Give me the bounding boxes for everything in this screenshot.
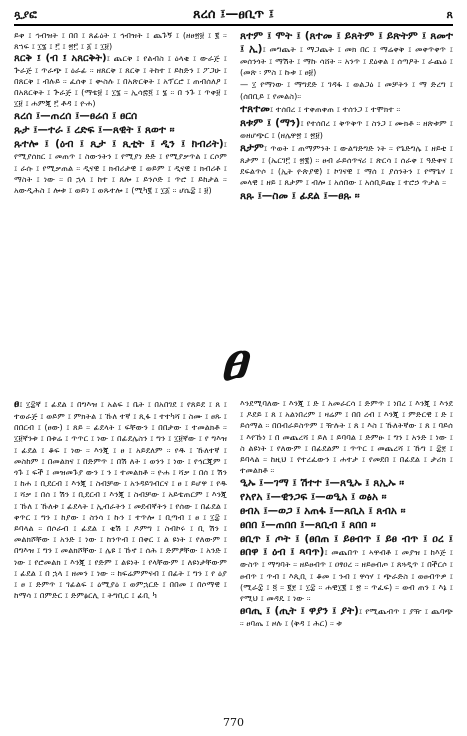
entry-headword: ጸተም ፤ ሞት ፤ (ጸተመ ፤ ይጸትም ፤ ይጽትም ፤ ጸመተ ፤ ኢ) <box>240 30 453 55</box>
entry <box>240 79 453 101</box>
entry <box>240 533 453 604</box>
column-top-left <box>14 30 227 322</box>
entry-headword: የአየአ ፤—ዊንጋፍ ፤—ወዒአ ፤ ወፅአ ። <box>240 491 387 504</box>
header-left-guideword: ጿያፎ <box>14 8 37 21</box>
entry-headword: ፀበበ ፤—ጠበበ ፤—ጸቢብ ፤ ጸበበ ። <box>240 519 376 532</box>
entry-headword: ጸጹ ፤—ስመ ፤ ፊደል ፤—ፀጹ ። <box>240 189 360 202</box>
column-bottom-right <box>240 398 453 710</box>
entry-headword: ጹታ ፤—ተራ ፤ ረድፍ ፤—ጸዊት ፤ ጸወተ ። <box>14 124 175 137</box>
entry-body: ፤ የሚጨብጥ ፤ ያዥ ፤ ጨባጭ ። ፀባጤ ፤ ዞሉ ፤ (ቅዳ ፤ ሕር) ። ቱ <box>240 606 453 629</box>
entry-headword: ፀቢጥ ፤ ጦት ፤ (ፀበጠ ፤ ይፀብጥ ፤ ይፀ ብጥ ፤ ዐረ ፤ ፀበዋ ፤ ዕብ ፤ ጻባጥ) <box>240 533 453 559</box>
column-bottom-left <box>14 398 227 710</box>
entry-body: — ፲ የማነው ፤ ማግደድ ፤ ገዳፋ ፤ ወልጋዕ ፤ መቻትን ፤ ማ ድረግ ፤ (ሰበቢይ ፤ የመልስ)። <box>240 79 453 101</box>
entry-headword: ጸረሰ ፤—ጠረሰ ፤—ፀሬሰ ፤ ፀርሰ <box>14 110 138 123</box>
entry <box>240 605 453 629</box>
entry-headword: ተጸተመ <box>240 102 270 115</box>
running-header <box>14 2 453 26</box>
entry <box>240 398 453 476</box>
entry-headword: ፀ <box>14 398 20 410</box>
entry-body: ፤ ፲፰ኛ ፤ ፊደል ፤ በግእዝ ፤ አልፍ ፤ ቤት ፤ በአበገደ ፤ የጸይደ ፤ ጸ ፤ ተወራጅ ፤ ወይም ፤ ምክትል ፤ ኹለ ተኛ ፤ ጺፋ ፤ ተተካሻ ፤ ስሙ ፤ ፀጹ ፤ በበርብ ፤ (ፀው) ፤ ጸይ ። ፊደላት ፤ ፍቸውን ፤ በበታው ፤ ተመልክቶ ። ፲፱ኛንቱ ፤ በቱሬ ፤ ጥጥር ፤ ነው ፤ በፊደሌስን ፤ ግን ፤ ፲፱ኛው ፤ የ ግእዝ ፤ ፊደል ፤ ቆፍ ፤ ነው ። እንጂ ፤ ፀ ፤ አይደለም ። የዱ ፤ ኹለተኛ ፤ መስከም ፤ በመልክና ፤ በድምጥ ፤ በሽ ለት ፤ ወንን ፤ ነው ፤ የኅርጂም ፤ ጎጉ ፤ ፍች ፤ መዝመጉያ ውን ፤ ን ፤ ተመልክቶ ። ዮሐ ፤ ሻቃ ፤ በሰ ፤ ሽን ፤ ከሐ ፤ ቢደርብ ፤ እንጂ ፤ ስብቻው ፤ አንዳይገብርና ፤ ፀ ፤ ይሆዋ ፤ የዱ ፤ ሻቃ ፤ በሰ ፤ ሽን ፤ ቢደርብ ፤ እንጂ ፤ ስብቻው ፤ አይቴጠርም ፤ እንጂ ፤ ኹለ ፤ ኹለቱ ፤ ፊደላት ፤ ኢብራትን ፤ መደብኛትን ፤ የሰው ፤ በፊደል ፤ ቀጥር ፤ ግን ፤ ከያው ፤ ስንሳ ፤ ኩን ፤ ተጥሎ ፤ ቢጣብ ፤ ፀ ፤ ፲፰ ፤ ይባላል ። በሶራብ ፤ ፊደል ፤ ቂሽ ፤ ዶምግ ፤ ስብኮሩ ፤ ቢ ሽን ፤ መልክሾቸው ፤ አንድ ፤ ነው ፤ ከንጥብ ፤ በቀር ፤ ል ዩነት ፤ የለውም ፤ በግእዝ ፤ ግን ፤ መልክሾቸው ፤ ሌዩ ፤ ኹኖ ፤ ሰሕ ፤ ድምፆቸው ፤ አንድ ፤ ነው ፤ የሮመልክ ፤ እንጂ ፤ የድም ፤ ልዩነት ፤ የላቸውም ፤ ለዩነታቸውም ፤ ፊደል ፤ በ ኋላ ፤ ዘመን ፤ ነው ። ከፍሬምምናብ ፤ በፊት ፤ ግን ፤ የ ዕያ ፤ ፀ ፤ ድምጥ ፤ ገፊልፍ ፤ ዕሚያዕ ፤ ወምኋርድ ፤ በበመ ፤ በሶማዊ ፤ ከማሳ ፤ በምድር ፤ ድምፅርሊ ፤ ትግቢር ፤ ፊቢ ካ <box>14 399 227 601</box>
section-letter: ፀ <box>220 331 247 392</box>
entry <box>14 398 227 601</box>
entry-headword: ጸርቅ ፤ (ብ ፤ አጸርቅት) <box>14 53 107 65</box>
entry-body: ፤ ተሰበረ ፤ ተቀጠቀጠ ፤ ተሰንጋ ፤ ተሞክተ ። <box>269 103 401 114</box>
entry <box>240 142 453 189</box>
entry-body: ፤ የተሰበረ ፤ ቅጥቅጥ ፤ ስንጋ ፤ ሙክቶ ። ዘጽቱም ፤ ወዘሆጭር ፤ (ዘሌዋ፳ ፤ ፳፱) <box>240 117 453 140</box>
entry-body: ፤ መጨበጥ ፤ ኣዋብቶ ፤ መያዝ ፤ ከእጅ ፤ ውስጥ ፤ ማግባት ። ዘይፀብጥ ፤ ዐፃዐረ ። ዘይፀብጦ ፤ ጸጓዲጥ ፤ በችርሶ ፤ ፀብጥ ፤ ጥብ ፤ እጲቢ ፤ ቆመ ፤ ንብ ፤ ዋሳሃ ፤ ጭራድስ ፤ ወፀብጥዎ ፤ (ሚራ፰ ፤ ፬ ። ፪፻ ፤ ፲፰ ። ሐዊ፲፪ ፤ ፳ ። ጥፈፍ) ። ወብ ጠን ፤ እኔ ፤ የሚህ ፤ መዳዴ ፤ ነው ። <box>240 547 453 604</box>
entry-body: ፤ የሚያሰክር ፤ መጠጥ ፤ ስውንትን ፤ የሚያነ ድድ ፤ የሚያቃጥል ፤ ርሶም ፤ ራሱ ፤ የሚቃጠል ። ዲናዊ ፤ ክብሪታዊ ፤ ወይም ፤ ዲናዊ ፤ ክብሪቶ ፤ ማስት ፤ ነው ። በ ኋላ ፤ ከተ ፤ ጸሎ ፤ ይንሶድ ፤ ጥሮ ፤ ይከታል ። አውዲሕስ ፤ ሎቱ ፤ ወይነ ፤ ወጹተሎ ፤ (ሚካ፪ ፤ ፲፩ ። ሆሴ፰ ፤ ፱) <box>14 139 227 196</box>
entry <box>240 30 453 78</box>
entry <box>14 30 227 52</box>
entry-headword: ፀብአ ፤—ወጋ ፤ አጠፋ ፤—ጸቢአ ፤ ጸብአ ። <box>240 505 406 518</box>
entry-headword: ጸታም <box>240 142 264 155</box>
entry-headword: ዒኡ ፤—ገማ ፤ ሽተተ ፤—ጸዒኡ ፤ ጸኢኡ ። <box>240 477 405 490</box>
entry-body: ይቀ ፤ ኅብዝት ፤ በበ ፤ ጸፊዕት ፤ ኅብዝት ፤ ጨጉኝ ፤ (ዘፀ፳፱ ፤ ፪ ። ጸኀፍ ፤ ፲፮ ፤ ፫ ፤ ፳፫ ፤ ፩ ፤ ፲፱) <box>14 30 227 52</box>
entry-body: ፤ ጨርቅ ፤ የልብስ ፤ ዕላቂ ፤ ውራጅ ፤ ጕራጅ ፤ ጥራጭ ፤ ዕራፊ ። ዘጸርቅ ፤ ጸርቅ ፤ ትከተ ፤ ይከድን ፤ ፖጋሁ ፤ በጸርቅ ፤ ብሉይ ። ፈሰቀ ፤ ቍስሉ ፤ በአጽርቅት ፤ አፕርሮ ፤ ጠብሰለዖ ፤ በአጸርቅት ፤ ጕራጅ ፤ (ማቴ፱ ፤ ፲፮ ። ኢሳ፷፬ ፤ ፮ ። በ ንጉ ፤ ጥቀ፱ ፤ ፲፱ ፤ ሐምጂ ፫ ቶዳ ፤ ዮሐ) <box>14 53 227 109</box>
entry-body: ፤ ጥወት ፤ ጠማምንት ፤ ውልግድግድ ነት ። የጌድግሌ ፤ ዘይቲ ፤ ጸታም ፤ (ኤርገ፫ ፤ ፳፪) ። ፀብ ራይሰጥናሪ ፤ ጽርሳ ፤ ሰራቀ ፤ ዓድቀና ፤ ደፍልጥሶ ፤ (ኢት ዮጵያዊ) ፤ ኮገናዊ ፤ ማሰ ፤ ያሰንትን ፤ የማጌሃ ፤ መላዊ ፤ ዘይ ፤ ጸታም ፤ ብሎ ፤ አሰበው ፤ አሰቢይጩ ፤ ተሮኃ ጥታል ። <box>240 143 453 188</box>
header-center-title: ጸረሰ ፤—ፀቢጥ ፤ <box>193 7 274 22</box>
entry <box>14 53 227 109</box>
header-right-letter: ጸ <box>446 8 453 21</box>
entry <box>240 103 453 116</box>
entry-headword: ፀባጢ ፤ (ጢት ፤ ዋያን ፤ ያት) <box>240 605 359 618</box>
page-number: 770 <box>223 716 244 729</box>
entry-body: ፤ መግጨት ፤ ማጋጨት ፤ መክ በር ፤ ማሬቀቅ ፤ መቀጥቀጥ ፤ መሰንጎት ፤ ማሽት ፤ ማኩ ሳሸት ። አንጥ ፤ ደዕቀል ፤ ሰጣዖት ፤ ራጨዕ ፤ (መጽ ፡ ምስ ፤ ኩቱ ፤ ፀ፱) <box>240 44 453 78</box>
entry <box>14 138 227 196</box>
entry-headword: ጸቱም ፤ (ማን) <box>240 116 301 129</box>
column-top-right <box>240 30 453 322</box>
entry <box>240 117 453 141</box>
entry-headword: ጹተሎ ፤ (ዕብ ፤ ጺታ ፤ ጺቲት ፤ ዲን ፤ ክብሪት) <box>14 138 224 151</box>
entry-body: እንደሚባለው ፤ እንጂ ፤ ድ ፤ አመራርሳ ፤ ድምጥ ፤ ነበረ ፤ እንጂ ፤ እንደ ፤ ዶደይ ፤ ጸ ፤ አልነበረም ፤ ዛሬም ፤ በበ ረብ ፤ እንጂ ፤ ምድርዊ ፤ ድ ፤ ይሰማል ። በበብራይስጥም ፤ ዥሉት ፤ ጸ ፤ እስ ፤ ኹለትኛው ፤ ጸ ፤ ባይሰ ፤ እየኹነ ፤ በ መጨረሻ ፤ ይለ ፤ ይባባል ፤ ድምፁ ፤ ግን ፤ አንድ ፤ ነው ፤ ስ ልዩነት ፤ የለውም ፤ በፊደልም ፤ ጥጥር ፤ መጨረሻ ፤ ኹግ ፤ ፰፻ ፤ ይባላል ። ከዚህ ፤ የተረፈውን ፤ ሐተታ ፤ የመደበ ፤ በፊደል ፤ ታሪክ ፤ ተመልክቶ ። <box>240 398 453 476</box>
